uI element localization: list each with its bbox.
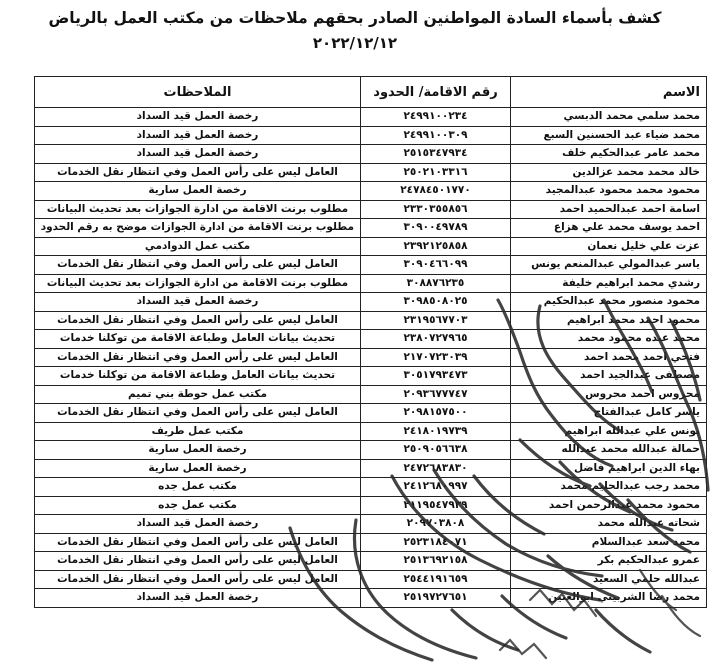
row-id: ٢٣٣٠٣٥٥٨٥٦ (361, 200, 511, 219)
table-row (35, 237, 707, 256)
row-id: ٣٠٨٨٧٦٢٣٥ (361, 274, 511, 293)
table-row (35, 441, 707, 460)
row-id: ٢٥١٣٦٩٢١٥٨ (361, 552, 511, 571)
row-notes: مطلوب برنت الاقامة من ادارة الجوازات موضح به رقم الحدود (35, 219, 361, 238)
row-name: محمد عبده محمود محمد (511, 330, 707, 349)
row-name: بهاء الدين ابراهيم فاضل (511, 459, 707, 478)
table-row (35, 478, 707, 497)
table-row (35, 404, 707, 423)
row-name: محمد ضياء عبد الحسنين السبع (511, 126, 707, 145)
table-row (35, 589, 707, 608)
row-id: ٢٠٩٧٠٣٨٠٨ (361, 515, 511, 534)
row-id: ٣٠٩٠٠٤٩٧٨٩ (361, 219, 511, 238)
row-name: محمود محمد محمود عبدالمجيد (511, 182, 707, 201)
row-notes: العامل ليس على رأس العمل وفي انتظار نقل الخدمات (35, 404, 361, 423)
row-notes: العامل ليس على رأس العمل وفي انتظار نقل الخدمات (35, 552, 361, 571)
row-id: ٢١٧٠٧٢٣٠٣٩ (361, 348, 511, 367)
row-notes: العامل ليس على رأس العمل وفي انتظار نقل الخدمات (35, 348, 361, 367)
row-notes: العامل ليس على رأس العمل وفي انتظار نقل الخدمات (35, 533, 361, 552)
row-name: ياسر كامل عبدالفتاح (511, 404, 707, 423)
row-name: محمد سعد عبدالسلام (511, 533, 707, 552)
row-id: ٢٥١٩٧٢٧٦٥١ (361, 589, 511, 608)
table-row (35, 274, 707, 293)
row-id: ٢٣٩٢١٢٥٨٥٨ (361, 237, 511, 256)
table-row (35, 311, 707, 330)
row-name: مصطفى عبدالجيد احمد (511, 367, 707, 386)
table-row (35, 182, 707, 201)
table-row (35, 145, 707, 164)
row-name: رشدي محمد ابراهيم خليفة (511, 274, 707, 293)
row-notes: مطلوب برنت الاقامة من ادارة الجوازات بعد تحديث البيانات (35, 200, 361, 219)
row-notes: رخصة العمل قيد السداد (35, 515, 361, 534)
row-notes: رخصة العمل سارية (35, 459, 361, 478)
row-id: ٢٥٠٩٠٥٦٦٣٨ (361, 441, 511, 460)
row-name: عزت علي خليل نعمان (511, 237, 707, 256)
row-name: محمود منصور محمد عبدالحكيم (511, 293, 707, 312)
row-name: محمود احمد محمد ابراهيم (511, 311, 707, 330)
row-notes: مكتب عمل جده (35, 496, 361, 515)
row-notes: العامل ليس على رأس العمل وفي انتظار نقل الخدمات (35, 570, 361, 589)
row-name: حمالة عبدالله محمد عبدالله (511, 441, 707, 460)
table-row (35, 126, 707, 145)
document-date: ٢٠٢٢/١٢/١٢ (312, 34, 398, 52)
table-row (35, 108, 707, 127)
row-id: ٢٤٧٨٤٥٠١٧٧٠ (361, 182, 511, 201)
row-notes: تحديث بيانات العامل وطباعة الاقامة من توكلنا خدمات (35, 367, 361, 386)
row-id: ٢٤٩٩١٠٠٢٣٤ (361, 108, 511, 127)
table-header-row (35, 77, 707, 108)
row-id: ٣٠٩٠٤٦٦٠٩٩ (361, 256, 511, 275)
row-name: يونس علي عبدالله ابراهيم (511, 422, 707, 441)
row-name: ياسر عبدالمولي عبدالمنعم يونس (511, 256, 707, 275)
row-name: محمد رضا الشربيني ابوالعنين (511, 589, 707, 608)
row-name: فتحي احمد محمد احمد (511, 348, 707, 367)
row-notes: رخصة العمل قيد السداد (35, 126, 361, 145)
table-row (35, 367, 707, 386)
row-notes: العامل ليس على رأس العمل وفي انتظار نقل الخدمات (35, 311, 361, 330)
row-name: اسامة احمد عبدالحميد احمد (511, 200, 707, 219)
row-name: عمرو عبدالحكيم بكر (511, 552, 707, 571)
table-row (35, 219, 707, 238)
row-id: ٢١١٩٥٤٧٩٣٩ (361, 496, 511, 515)
table-row (35, 533, 707, 552)
table-row (35, 293, 707, 312)
row-notes: مكتب عمل طريف (35, 422, 361, 441)
header-name: الاسم (511, 77, 707, 108)
table-row (35, 330, 707, 349)
row-notes: العامل ليس على رأس العمل وفي انتظار نقل الخدمات (35, 256, 361, 275)
row-notes: مكتب عمل الدوادمي (35, 237, 361, 256)
table-row (35, 552, 707, 571)
table-row (35, 422, 707, 441)
row-id: ٢٤١٢٦٨٠٩٩٧ (361, 478, 511, 497)
row-notes: رخصة العمل قيد السداد (35, 589, 361, 608)
table-body (35, 108, 707, 608)
row-notes: مكتب عمل جده (35, 478, 361, 497)
header-id: رقم الاقامة/ الحدود (361, 77, 511, 108)
table-row (35, 348, 707, 367)
row-name: شحاته عبدالله محمد (511, 515, 707, 534)
row-id: ٢٤٩٩١٠٠٣٠٩ (361, 126, 511, 145)
row-name: محمد عامر عبدالحكيم خلف (511, 145, 707, 164)
row-name: عبدالله حلمي السعيد (511, 570, 707, 589)
row-id: ٣٠٩٨٥٠٨٠٢٥ (361, 293, 511, 312)
row-notes: رخصة العمل قيد السداد (35, 108, 361, 127)
row-notes: رخصة العمل سارية (35, 441, 361, 460)
row-name: محمد رجب عبدالحليم محمد (511, 478, 707, 497)
row-notes: مطلوب برنت الاقامة من ادارة الجوازات بعد تحديث البيانات (35, 274, 361, 293)
table-row (35, 385, 707, 404)
table-row (35, 496, 707, 515)
row-name: محروس احمد محروس (511, 385, 707, 404)
row-id: ٢٠٩٣٦٧٧٧٤٧ (361, 385, 511, 404)
notes-table (34, 76, 707, 608)
table-row (35, 570, 707, 589)
table-row (35, 459, 707, 478)
row-id: ٢٣١٩٥٦٧٧٠٣ (361, 311, 511, 330)
table-row (35, 200, 707, 219)
document-title: كشف بأسماء السادة المواطنين الصادر بحقهم ملاحظات من مكتب العمل بالرياض (48, 9, 662, 27)
row-notes: رخصة العمل قيد السداد (35, 145, 361, 164)
row-id: ٢٠٩٨١٥٧٥٠٠ (361, 404, 511, 423)
row-notes: مكتب عمل حوطة بني تميم (35, 385, 361, 404)
row-id: ٢٣٨٠٧٢٧٩٦٥ (361, 330, 511, 349)
table-row (35, 163, 707, 182)
table-row (35, 256, 707, 275)
row-id: ٢٥٠٢١٠٣٣١٦ (361, 163, 511, 182)
header-notes: الملاحظات (35, 77, 361, 108)
row-id: ٢٥١٥٣٤٧٩٣٤ (361, 145, 511, 164)
row-id: ٢٥٤٤١٩١٦٥٩ (361, 570, 511, 589)
row-notes: تحديث بيانات العامل وطباعة الاقامة من توكلنا خدمات (35, 330, 361, 349)
row-name: احمد يوسف محمد علي هزاع (511, 219, 707, 238)
table-row (35, 515, 707, 534)
row-notes: العامل ليس على رأس العمل وفي انتظار نقل الخدمات (35, 163, 361, 182)
row-id: ٢٤٧٢٦٨٣٨٣٠ (361, 459, 511, 478)
row-id: ٢٤١٨٠١٩٧٣٩ (361, 422, 511, 441)
row-id: ٣٠٥١٧٩٣٤٧٣ (361, 367, 511, 386)
row-notes: رخصة العمل سارية (35, 182, 361, 201)
row-notes: رخصة العمل قيد السداد (35, 293, 361, 312)
row-name: خالد محمد محمد عزالدين (511, 163, 707, 182)
row-name: محمد سلمي محمد الدبسي (511, 108, 707, 127)
row-id: ٢٥٢٣١٨٤٠٧١ (361, 533, 511, 552)
row-name: محمود محمد عبدالرحمن احمد (511, 496, 707, 515)
